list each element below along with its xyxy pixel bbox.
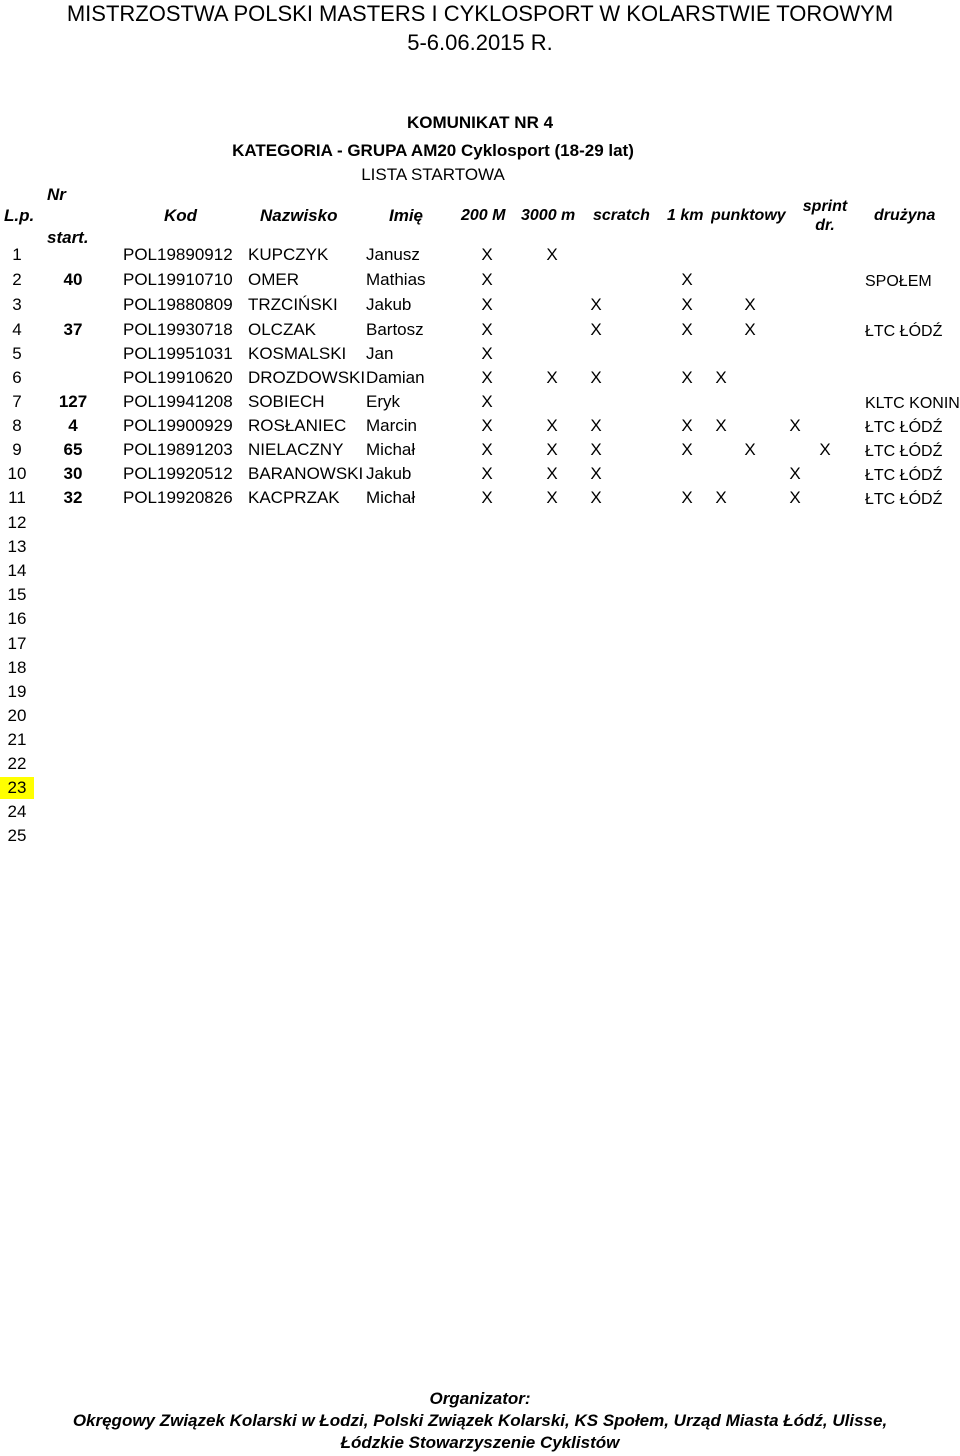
row-lp: 11 xyxy=(8,488,26,507)
row-event-mark: X xyxy=(481,368,493,387)
row-event-mark: X xyxy=(715,488,727,507)
row-event-mark: X xyxy=(481,464,493,483)
row-event-mark: X xyxy=(715,416,727,435)
row-imie: Jakub xyxy=(366,295,412,314)
empty-row-lp: 24 xyxy=(7,802,27,822)
row-druzyna: ŁTC ŁÓDŹ xyxy=(865,323,943,340)
empty-row-lp: 21 xyxy=(7,729,27,749)
row-kod: POL19920826 xyxy=(123,488,233,507)
row-event-mark: X xyxy=(681,368,693,387)
event-title: MISTRZOSTWA POLSKI MASTERS I CYKLOSPORT W KOLARSTWIE TOROWYM xyxy=(66,1,894,26)
row-kod: POL19891203 xyxy=(123,440,233,459)
row-event-mark: X xyxy=(481,488,493,507)
row-event-mark: X xyxy=(681,488,693,507)
row-imie: Marcin xyxy=(366,416,418,435)
header-punktowy: punktowy xyxy=(711,207,786,224)
row-nr-start: 40 xyxy=(63,270,83,289)
row-nr-start: 65 xyxy=(63,440,83,459)
row-event-mark: X xyxy=(481,295,493,314)
row-event-mark: X xyxy=(819,440,831,459)
row-event-mark: X xyxy=(715,368,727,387)
row-event-mark: X xyxy=(681,320,693,339)
row-nazwisko: SOBIECH xyxy=(248,392,325,411)
row-event-mark: X xyxy=(481,344,493,363)
row-imie: Eryk xyxy=(366,392,400,411)
row-event-mark: X xyxy=(481,416,493,435)
row-druzyna: ŁTC ŁÓDŹ xyxy=(865,491,943,508)
row-event-mark: X xyxy=(546,245,558,264)
organizer-line2: Łódzkie Stowarzyszenie Cyklistów xyxy=(340,1433,620,1452)
row-event-mark: X xyxy=(744,440,756,459)
row-kod: POL19880809 xyxy=(123,295,233,314)
row-nazwisko: OLCZAK xyxy=(248,320,317,339)
row-event-mark: X xyxy=(590,464,602,483)
row-kod: POL19900929 xyxy=(123,416,233,435)
row-druzyna: SPOŁEM xyxy=(865,273,932,290)
row-nr-start: 32 xyxy=(63,488,83,507)
row-kod: POL19951031 xyxy=(123,344,233,363)
row-event-mark: X xyxy=(590,416,602,435)
row-event-mark: X xyxy=(789,488,801,507)
komunikat-heading: KOMUNIKAT NR 4 xyxy=(406,113,554,132)
header-sprint-dr: dr. xyxy=(815,217,835,234)
row-event-mark: X xyxy=(481,245,493,264)
row-nazwisko: KACPRZAK xyxy=(248,488,340,507)
header-nr: Nr xyxy=(47,185,66,204)
row-event-mark: X xyxy=(789,464,801,483)
header-lp: L.p. xyxy=(4,206,35,225)
row-lp: 1 xyxy=(12,245,22,264)
row-nazwisko: TRZCIŃSKI xyxy=(248,295,338,314)
header-start: start. xyxy=(47,228,89,247)
row-lp: 2 xyxy=(12,270,22,289)
row-imie: Janusz xyxy=(366,245,420,264)
highlighted-row-lp: 23 xyxy=(0,777,34,799)
row-lp: 3 xyxy=(12,295,22,314)
row-event-mark: X xyxy=(590,440,602,459)
header-nazwisko: Nazwisko xyxy=(260,206,338,225)
row-nr-start: 4 xyxy=(68,416,78,435)
row-druzyna: ŁTC ŁÓDŹ xyxy=(865,419,943,436)
row-lp: 10 xyxy=(7,464,27,483)
header-scratch: scratch xyxy=(593,207,650,224)
row-nazwisko: KUPCZYK xyxy=(248,245,329,264)
empty-row-lp: 16 xyxy=(7,609,27,629)
empty-row-lp: 15 xyxy=(7,585,27,605)
header-3000m: 3000 m xyxy=(521,207,576,224)
row-lp: 4 xyxy=(12,320,22,339)
row-lp: 6 xyxy=(12,368,22,387)
row-kod: POL19910620 xyxy=(123,368,233,387)
row-event-mark: X xyxy=(590,295,602,314)
header-druzyna: drużyna xyxy=(874,207,936,224)
row-event-mark: X xyxy=(681,440,693,459)
row-event-mark: X xyxy=(481,440,493,459)
row-event-mark: X xyxy=(546,368,558,387)
row-event-mark: X xyxy=(590,320,602,339)
organizer-label: Organizator: xyxy=(429,1389,531,1408)
row-imie: Jan xyxy=(366,344,394,363)
row-nazwisko: BARANOWSKI xyxy=(248,464,364,483)
empty-row-lp: 12 xyxy=(7,513,27,532)
row-event-mark: X xyxy=(481,270,493,289)
row-nazwisko: ROSŁANIEC xyxy=(248,416,347,435)
header-200m: 200 M xyxy=(461,207,506,224)
header-imie: Imię xyxy=(389,206,424,225)
row-lp: 7 xyxy=(12,392,22,411)
row-druzyna: KLTC KONIN xyxy=(865,395,960,412)
row-event-mark: X xyxy=(590,488,602,507)
empty-row-lp: 25 xyxy=(7,826,27,846)
row-kod: POL19920512 xyxy=(123,464,233,483)
row-imie: Michał xyxy=(366,440,416,459)
start-list-heading: LISTA STARTOWA xyxy=(361,165,505,184)
row-imie: Michał xyxy=(366,488,416,507)
row-kod: POL19930718 xyxy=(123,320,233,339)
row-event-mark: X xyxy=(546,464,558,483)
row-kod: POL19890912 xyxy=(123,245,233,264)
row-nazwisko: NIELACZNY xyxy=(248,440,344,459)
category-heading: KATEGORIA - GRUPA AM20 Cyklosport (18-29 lat) xyxy=(232,141,634,160)
row-event-mark: X xyxy=(789,416,801,435)
row-kod: POL19941208 xyxy=(123,392,233,411)
row-imie: Jakub xyxy=(366,464,412,483)
row-event-mark: X xyxy=(681,416,693,435)
row-event-mark: X xyxy=(546,416,558,435)
row-imie: Damian xyxy=(366,368,425,387)
row-event-mark: X xyxy=(481,392,493,411)
row-nazwisko: OMER xyxy=(248,270,299,289)
empty-row-lp: 18 xyxy=(7,657,27,677)
row-event-mark: X xyxy=(681,270,693,289)
row-druzyna: ŁTC ŁÓDŹ xyxy=(865,443,943,460)
row-nazwisko: KOSMALSKI xyxy=(248,344,347,363)
header-kod: Kod xyxy=(164,206,198,225)
row-imie: Bartosz xyxy=(366,320,424,339)
header-1km: 1 km xyxy=(667,207,704,224)
row-event-mark: X xyxy=(681,295,693,314)
empty-row-lp: 17 xyxy=(7,633,27,653)
row-nr-start: 30 xyxy=(63,464,83,483)
row-lp: 5 xyxy=(12,344,22,363)
row-event-mark: X xyxy=(546,440,558,459)
row-kod: POL19910710 xyxy=(123,270,233,289)
row-imie: Mathias xyxy=(366,270,426,289)
row-nr-start: 37 xyxy=(63,320,83,339)
empty-row-lp: 22 xyxy=(7,754,27,773)
row-event-mark: X xyxy=(744,295,756,314)
row-event-mark: X xyxy=(744,320,756,339)
organizer-line1: Okręgowy Związek Kolarski w Łodzi, Polski Związek Kolarski, KS Społem, Urząd Miasta Łódź, Ulisse, xyxy=(72,1411,888,1430)
header-sprint: sprint xyxy=(802,198,848,215)
row-nazwisko: DROZDOWSKI xyxy=(248,368,366,387)
row-lp: 9 xyxy=(12,440,22,459)
empty-row-lp: 13 xyxy=(7,537,27,557)
row-druzyna: ŁTC ŁÓDŹ xyxy=(865,467,943,484)
empty-row-lp: 14 xyxy=(7,561,27,581)
row-nr-start: 127 xyxy=(58,392,88,411)
empty-row-lp: 20 xyxy=(7,705,27,725)
row-event-mark: X xyxy=(481,320,493,339)
event-date: 5-6.06.2015 R. xyxy=(407,30,553,55)
row-event-mark: X xyxy=(546,488,558,507)
row-event-mark: X xyxy=(590,368,602,387)
row-lp: 8 xyxy=(12,416,22,435)
empty-row-lp: 19 xyxy=(7,681,27,701)
